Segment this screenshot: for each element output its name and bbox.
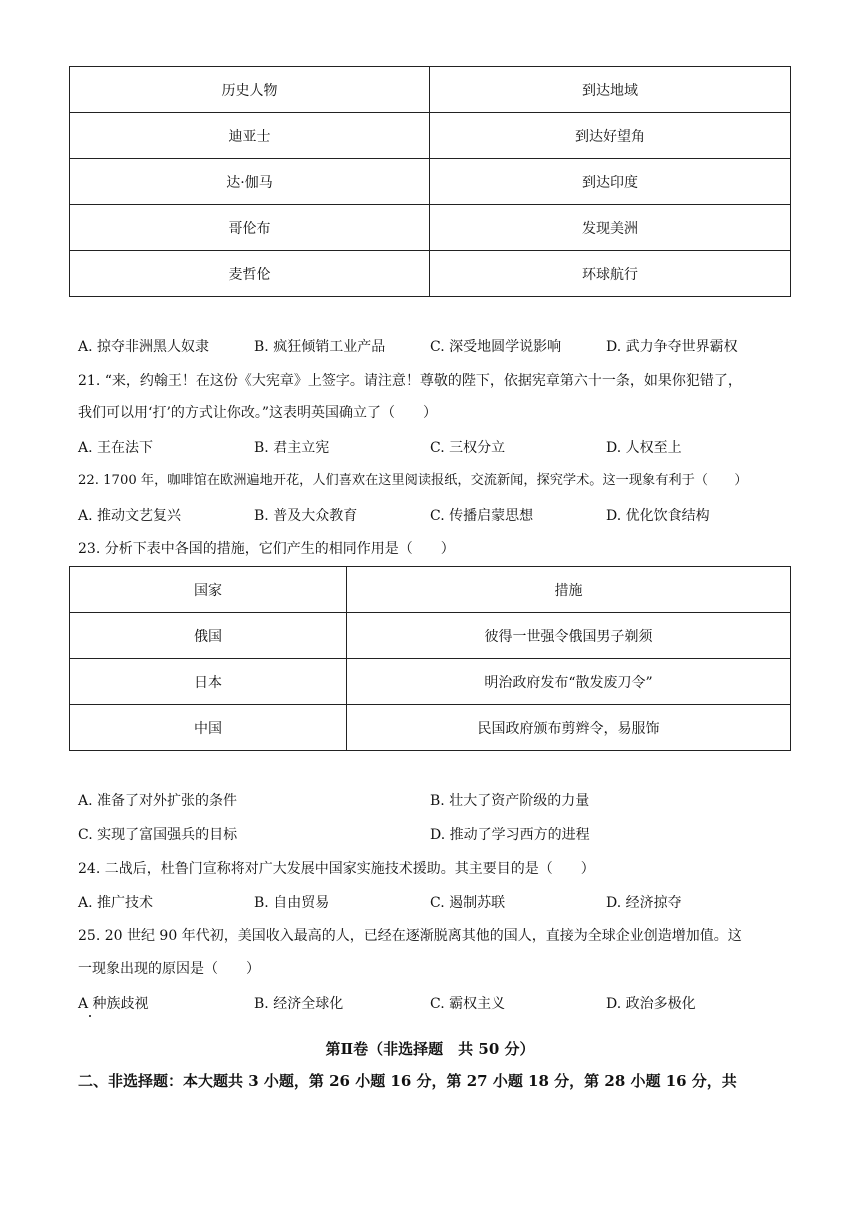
table-header-row	[70, 567, 791, 613]
q25-stem-line1: 25. 20 世纪 90 年代初，美国收入最高的人，已经在逐渐脱离其他的国人，直接为全球企业创造增加值。这	[78, 928, 742, 944]
option-c: C. 霸权主义	[430, 996, 506, 1012]
q20-options	[78, 337, 798, 357]
option-d: D. 经济掠夺	[606, 895, 682, 911]
option-b: B. 君主立宪	[254, 440, 330, 456]
option-c: C. 遏制苏联	[430, 895, 506, 911]
q23-options-row1	[78, 791, 798, 811]
section-title: 第Ⅱ卷（非选择题 共 50 分）	[325, 1040, 535, 1058]
option-c: C. 三权分立	[430, 440, 506, 456]
table-cell: 迪亚士	[70, 113, 430, 159]
table-row	[70, 159, 791, 205]
option-a: A. 准备了对外扩张的条件	[78, 793, 238, 809]
table-cell: 哥伦布	[70, 205, 430, 251]
table-row	[70, 613, 791, 659]
q24-stem: 24. 二战后，杜鲁门宣称将对广大发展中国家实施技术援助。其主要目的是（ ）	[78, 861, 595, 877]
option-d: D. 优化饮食结构	[606, 508, 710, 524]
q22-options	[78, 506, 798, 526]
table-header-cell: 措施	[347, 567, 791, 613]
option-d: D. 武力争夺世界霸权	[606, 339, 738, 355]
table-cell: 麦哲伦	[70, 251, 430, 297]
explorers-table	[69, 66, 791, 297]
option-d: D. 推动了学习西方的进程	[430, 827, 590, 843]
q23-options-row2	[78, 825, 798, 845]
option-a: A. 推广技术	[78, 895, 154, 911]
table-cell: 到达印度	[430, 159, 791, 205]
option-a: A. 掠夺非洲黑人奴隶	[78, 339, 210, 355]
table-header-cell: 历史人物	[70, 67, 430, 113]
q21-stem-line2: 我们可以用‘打’的方式让你改。”这表明英国确立了（ ）	[78, 405, 438, 421]
table-cell: 彼得一世强令俄国男子剃须	[347, 613, 791, 659]
option-a: A 种族歧视	[78, 996, 149, 1012]
option-b: B. 自由贸易	[254, 895, 330, 911]
option-a: A. 推动文艺复兴	[78, 508, 182, 524]
table-cell: 达·伽马	[70, 159, 430, 205]
table-row	[70, 251, 791, 297]
option-d: D. 人权至上	[606, 440, 682, 456]
option-b: B. 普及大众教育	[254, 508, 358, 524]
q21-stem-line1: 21. “来，约翰王！在这份《大宪章》上签字。请注意！尊敬的陛下，依据宪章第六十一条，如果你犯错了，	[78, 373, 742, 389]
q21-options	[78, 438, 798, 458]
table-header-cell: 到达地域	[430, 67, 791, 113]
option-b: B. 经济全球化	[254, 996, 344, 1012]
table-header-cell: 国家	[70, 567, 347, 613]
table-header-row	[70, 67, 791, 113]
table-cell: 环球航行	[430, 251, 791, 297]
q25-stem-line2: 一现象出现的原因是（ ）	[78, 961, 260, 977]
table-cell: 日本	[70, 659, 347, 705]
section-intro: 二、非选择题：本大题共 3 小题，第 26 小题 16 分，第 27 小题 18 分，第 28 小题 16 分，共	[78, 1072, 737, 1090]
table-cell: 发现美洲	[430, 205, 791, 251]
option-c: C. 实现了富国强兵的目标	[78, 827, 238, 843]
table-row	[70, 205, 791, 251]
table-cell: 明治政府发布“散发废刀令”	[347, 659, 791, 705]
option-d: D. 政治多极化	[606, 996, 696, 1012]
reforms-table	[69, 566, 791, 751]
table-row	[70, 705, 791, 751]
q23-stem: 23. 分析下表中各国的措施，它们产生的相同作用是（ ）	[78, 541, 455, 557]
table-cell: 到达好望角	[430, 113, 791, 159]
q24-options	[78, 893, 798, 913]
option-c: C. 深受地圆学说影响	[430, 339, 562, 355]
stray-dot	[89, 1015, 91, 1017]
table-cell: 中国	[70, 705, 347, 751]
table-cell: 民国政府颁布剪辫令，易服饰	[347, 705, 791, 751]
table-row	[70, 659, 791, 705]
table-row	[70, 113, 791, 159]
q25-options	[78, 994, 798, 1014]
option-a: A. 王在法下	[78, 440, 154, 456]
option-c: C. 传播启蒙思想	[430, 508, 534, 524]
q22-stem: 22. 1700 年，咖啡馆在欧洲遍地开花，人们喜欢在这里阅读报纸，交流新闻，探究学术。这一现象有利于（ ）	[78, 473, 748, 488]
option-b: B. 疯狂倾销工业产品	[254, 339, 386, 355]
table-cell: 俄国	[70, 613, 347, 659]
option-b: B. 壮大了资产阶级的力量	[430, 793, 590, 809]
